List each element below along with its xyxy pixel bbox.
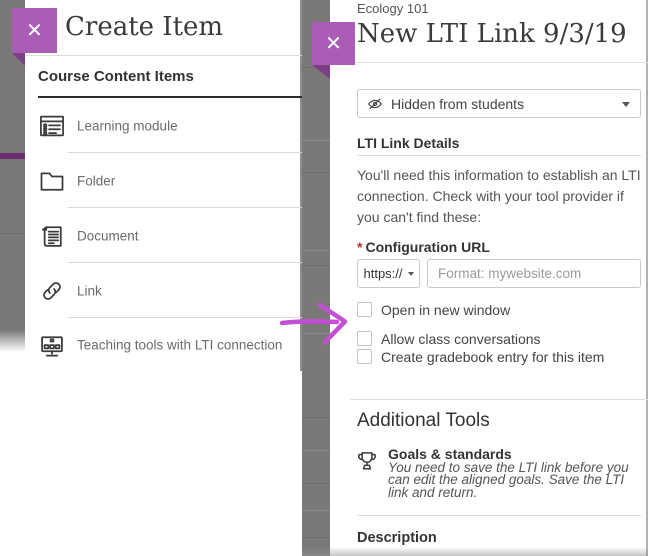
annotation-arrow: [278, 299, 352, 349]
lti-tools-icon: [38, 332, 66, 360]
course-breadcrumb: Ecology 101: [357, 1, 429, 16]
item-label: Link: [77, 283, 102, 298]
trophy-icon: [354, 447, 380, 475]
item-label: Document: [77, 228, 139, 243]
screenshot-bottom-edge: [302, 547, 648, 556]
underlay-row-line: [302, 537, 330, 538]
divider: [25, 55, 302, 56]
lti-link-panel: [325, 0, 648, 556]
learning-module-icon: [38, 112, 66, 140]
underlay-row-line: [302, 172, 330, 173]
item-lti-tools[interactable]: [25, 318, 302, 371]
configuration-url-input[interactable]: [427, 259, 641, 288]
close-icon: ✕: [26, 19, 43, 42]
panel-title: Create Item: [65, 12, 224, 42]
dimmed-page-mid-strip: [302, 0, 330, 556]
goals-standards-title[interactable]: Goals & standards: [388, 446, 512, 462]
item-label: Teaching tools with LTI connection: [77, 337, 283, 352]
item-document[interactable]: [25, 208, 302, 263]
visibility-dropdown[interactable]: [357, 89, 641, 118]
item-label: Folder: [77, 173, 116, 188]
item-link[interactable]: [25, 263, 302, 318]
create-item-panel: [25, 0, 302, 371]
close-button-fold: [12, 53, 25, 66]
underlay-row-line: [302, 510, 330, 511]
chevron-down-icon: [408, 272, 414, 276]
goals-standards-note: You need to save the LTI link before you can edit the aligned goals. Save the LTI link and return.: [388, 460, 629, 500]
divider: [330, 62, 648, 63]
item-learning-module[interactable]: [25, 98, 302, 153]
underlay-purple-divider: [0, 153, 25, 159]
protocol-value: https://: [363, 266, 403, 281]
checkbox-label: Create gradebook entry for this item: [381, 349, 605, 365]
checkbox-box[interactable]: [357, 302, 372, 317]
document-icon: [38, 222, 66, 250]
checkbox-box[interactable]: [357, 331, 372, 346]
underlay-row-line: [302, 265, 330, 266]
description-header: Description: [357, 530, 437, 546]
chevron-down-icon: [622, 102, 630, 107]
underlay-row-line: [302, 250, 330, 251]
divider: [357, 155, 641, 156]
additional-tools-header: Additional Tools: [357, 410, 490, 431]
close-button-fold: [312, 65, 330, 79]
item-folder[interactable]: [25, 153, 302, 208]
section-header: Course Content Items: [38, 68, 194, 85]
panel-title[interactable]: New LTI Link 9/3/19: [357, 19, 627, 49]
divider: [350, 399, 648, 400]
close-icon: ✕: [325, 32, 342, 55]
lti-details-intro: You'll need this information to establish an LTI connection. Check with your tool provider if you can't find these:: [357, 167, 641, 225]
required-asterisk: *: [357, 239, 363, 255]
checkbox-box[interactable]: [357, 349, 372, 364]
protocol-dropdown[interactable]: [357, 259, 420, 288]
close-button[interactable]: [312, 22, 355, 65]
link-icon: [38, 277, 66, 305]
underlay-row-line: [302, 450, 330, 451]
checkbox-label: Open in new window: [381, 302, 511, 318]
visibility-value: Hidden from students: [391, 95, 525, 112]
lti-details-header: LTI Link Details: [357, 135, 460, 151]
underlay-row-line: [302, 483, 330, 484]
underlay-row-line: [302, 417, 330, 418]
divider: [357, 515, 641, 516]
item-label: Learning module: [77, 118, 178, 133]
underlay-row-line: [302, 140, 330, 141]
eye-slash-icon: [367, 96, 383, 112]
configuration-url-label: * Configuration URL: [357, 239, 490, 255]
folder-icon: [38, 167, 66, 195]
checkbox-label: Allow class conversations: [381, 331, 541, 347]
close-button[interactable]: [12, 8, 57, 53]
underlay-row-line: [0, 233, 25, 234]
